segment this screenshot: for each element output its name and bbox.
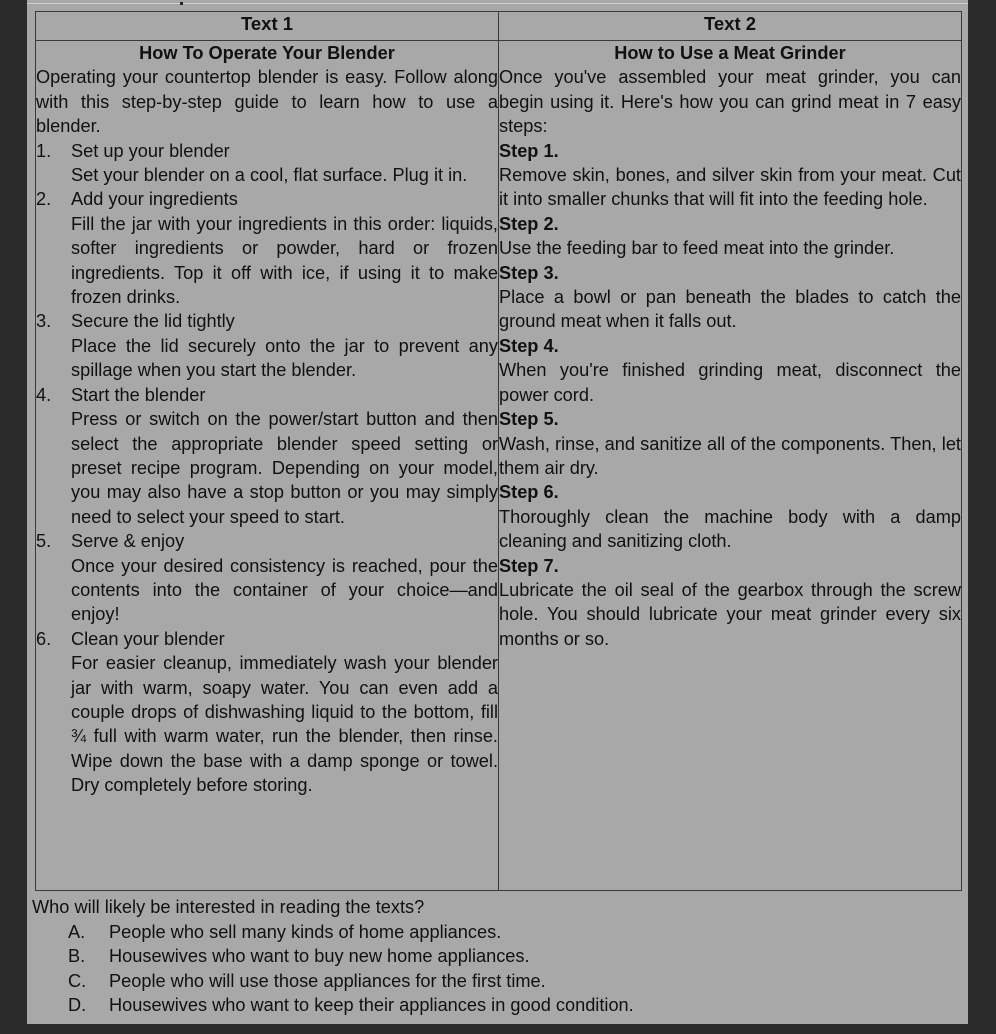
step-label: Step 5. bbox=[499, 409, 559, 430]
text2-header: Text 2 bbox=[499, 12, 962, 41]
step-label: Step 4. bbox=[499, 335, 559, 356]
item-body: For easier cleanup, immediately wash your blender jar with warm, soapy water. You can even add a couple drops of dishwashing liquid to the bottom, fill ¾ full with warm water, run the blender, then rinse. Wipe down the base with a damp sponge or towel. Dry completely before storing. bbox=[71, 653, 498, 796]
item-body: Once your desired consistency is reached, pour the contents into the container of your choice—and enjoy! bbox=[71, 555, 498, 625]
option-letter: A. bbox=[68, 922, 86, 942]
item-number: 6. bbox=[36, 628, 52, 649]
step-body: Place a bowl or pan beneath the blades to catch the ground meat when it falls out. bbox=[499, 287, 961, 332]
question-prompt: Who will likely be interested in reading the texts? bbox=[32, 897, 425, 917]
option-text: People who sell many kinds of home appliances. bbox=[109, 922, 502, 942]
text2-cell bbox=[499, 41, 962, 891]
item-heading: Start the blender bbox=[71, 384, 206, 405]
step-body: Lubricate the oil seal of the gearbox through the screw hole. You should lubricate your meat grinder every six months or so. bbox=[499, 579, 961, 649]
list-item bbox=[36, 139, 498, 188]
item-number: 1. bbox=[36, 140, 52, 161]
list-item bbox=[36, 627, 498, 798]
item-number: 5. bbox=[36, 531, 52, 552]
list-item bbox=[36, 309, 498, 382]
step-body: Use the feeding bar to feed meat into the grinder. bbox=[499, 238, 895, 259]
item-heading: Add your ingredients bbox=[71, 189, 238, 210]
item-number: 4. bbox=[36, 384, 52, 405]
step-label: Step 1. bbox=[499, 140, 559, 161]
item-heading: Secure the lid tightly bbox=[71, 311, 235, 332]
list-item bbox=[36, 383, 498, 529]
step-body: Remove skin, bones, and silver skin from your meat. Cut it into smaller chunks that will fit into the feeding hole. bbox=[499, 165, 961, 210]
option-letter: D. bbox=[68, 995, 87, 1016]
option-text: Housewives who want to buy new home appliances. bbox=[109, 946, 530, 967]
step-label: Step 7. bbox=[499, 555, 559, 576]
option-text: People who will use those appliances for the first time. bbox=[109, 970, 546, 991]
answer-options bbox=[68, 920, 634, 1018]
option-letter: B. bbox=[68, 946, 86, 967]
comparison-table bbox=[35, 11, 962, 891]
item-number: 2. bbox=[36, 189, 52, 210]
top-rule bbox=[27, 3, 968, 4]
item-body: Press or switch on the power/start button and then select the appropriate blender speed setting or preset recipe program. Depending on your model, you may also have a stop button or you may simply need to select your speed to start. bbox=[71, 409, 498, 527]
step-body: When you're finished grinding meat, disconnect the power cord. bbox=[499, 360, 961, 405]
text1-header: Text 1 bbox=[36, 12, 499, 41]
item-heading: Set up your blender bbox=[71, 140, 230, 161]
option-d[interactable] bbox=[68, 993, 634, 1017]
list-item bbox=[36, 529, 498, 627]
step-body: Thoroughly clean the machine body with a damp cleaning and sanitizing cloth. bbox=[499, 506, 961, 552]
text1-intro: Operating your countertop blender is easy. Follow along with this step-by-step guide to learn how to use a blender. bbox=[36, 67, 498, 137]
text1-cell bbox=[36, 41, 499, 891]
text2-title: How to Use a Meat Grinder bbox=[614, 43, 846, 63]
item-heading: Serve & enjoy bbox=[71, 531, 185, 552]
step-label: Step 6. bbox=[499, 482, 559, 503]
text1-title: How To Operate Your Blender bbox=[139, 43, 395, 63]
option-text: Housewives who want to keep their appliances in good condition. bbox=[109, 995, 634, 1016]
step-label: Step 3. bbox=[499, 262, 559, 283]
option-a[interactable] bbox=[68, 920, 634, 944]
item-number: 3. bbox=[36, 311, 52, 332]
list-item bbox=[36, 187, 498, 309]
text2-intro: Once you've assembled your meat grinder, you can begin using it. Here's how you can grind meat in 7 easy steps: bbox=[499, 67, 961, 137]
option-letter: C. bbox=[68, 970, 87, 991]
step-label: Step 2. bbox=[499, 213, 559, 234]
top-mark bbox=[180, 2, 183, 5]
item-body: Set your blender on a cool, flat surface. Plug it in. bbox=[71, 165, 468, 186]
option-c[interactable] bbox=[68, 969, 634, 993]
worksheet-page bbox=[27, 0, 968, 1024]
step-body: Wash, rinse, and sanitize all of the components. Then, let them air dry. bbox=[499, 433, 961, 478]
option-b[interactable] bbox=[68, 944, 634, 968]
item-heading: Clean your blender bbox=[71, 628, 225, 649]
item-body: Place the lid securely onto the jar to prevent any spillage when you start the blender. bbox=[71, 335, 498, 381]
item-body: Fill the jar with your ingredients in this order: liquids, softer ingredients or powder, hard or frozen ingredients. Top it off with ice, if using it to make frozen drinks. bbox=[71, 213, 498, 308]
